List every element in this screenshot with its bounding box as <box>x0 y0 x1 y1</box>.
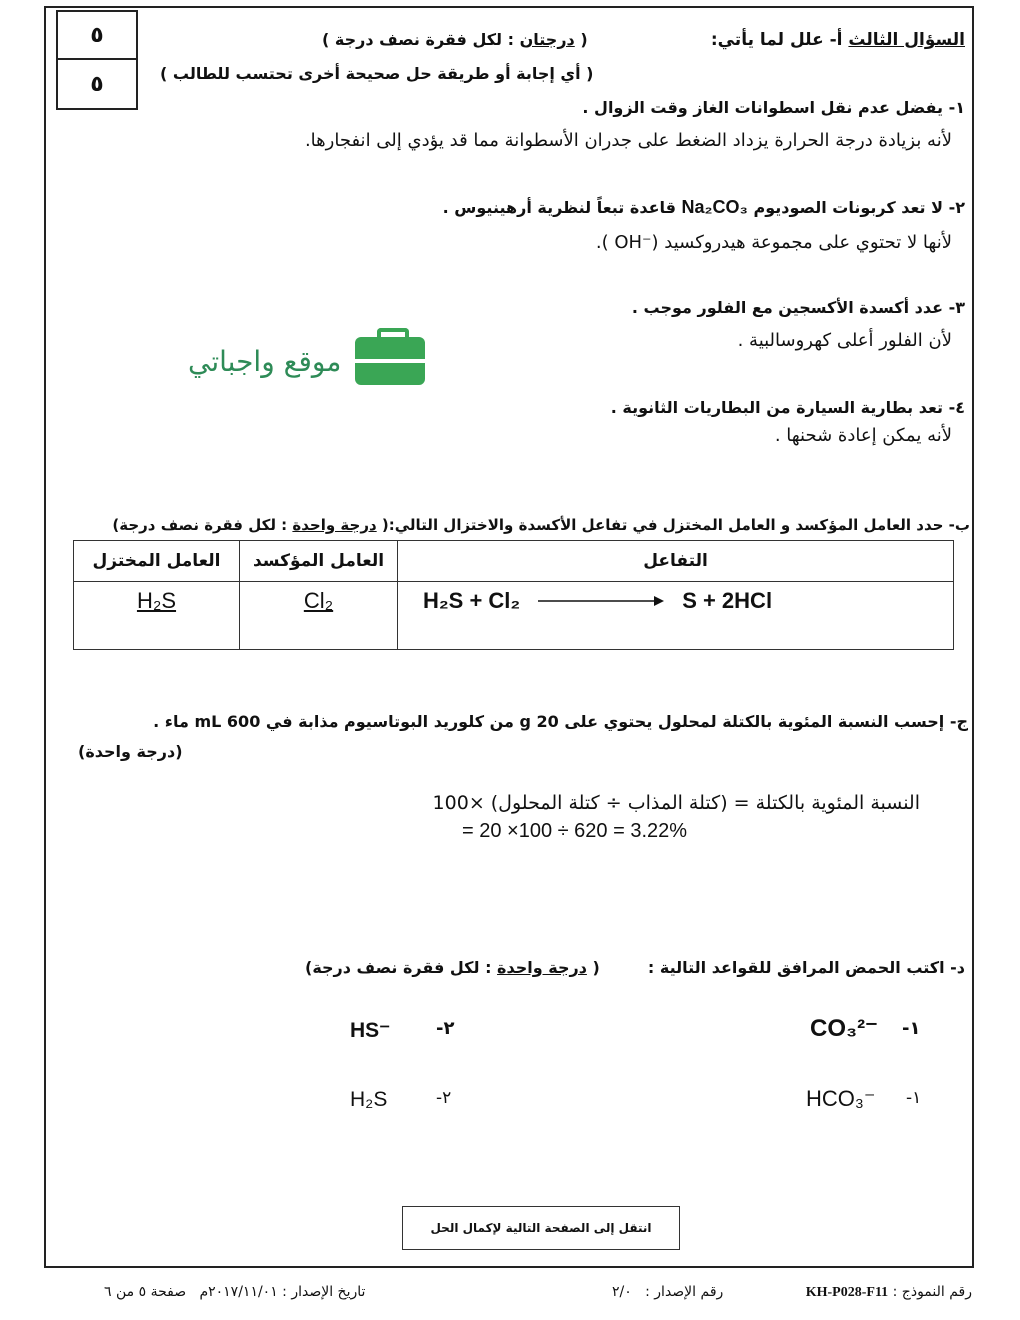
footer-form-label: رقم النموذج : <box>892 1284 972 1300</box>
briefcase-icon <box>355 337 425 385</box>
footer-page: صفحة ٥ من ٦ <box>104 1284 187 1300</box>
footer-version-value: ٢/٠ <box>612 1284 632 1300</box>
footer-date-value: ٢٠١٧/١١/٠١م <box>199 1284 278 1300</box>
footer-version-label: رقم الإصدار : <box>645 1284 724 1300</box>
part-d-answer-1: HCO₃⁻ <box>806 1086 876 1111</box>
part-d-base-2-number: -٢ <box>436 1018 455 1039</box>
part-c-prompt: ج- إحسب النسبة المئوية بالكتلة لمحلول يحتوي على 20 g من كلوريد البوتاسيوم مذابة في 600 mL ماء . <box>153 712 968 731</box>
part-d-marks <box>305 958 600 977</box>
part-d-base-1: CO₃²⁻ <box>810 1015 878 1042</box>
part-d-answer-2: H₂S <box>350 1088 388 1111</box>
item-4-answer: لأنه يمكن إعادة شحنها . <box>774 425 952 446</box>
table-header-row <box>74 541 954 582</box>
marks-note-underlined: درجتان <box>519 30 575 49</box>
header-oxidizing: العامل المؤكسد <box>240 541 398 582</box>
footer-date <box>104 1284 365 1300</box>
item-2-prefix: ٢- لا تعد كربونات الصوديوم <box>747 198 965 217</box>
part-b-prompt-text: ب- حدد العامل المؤكسد و العامل المختزل في تفاعل الأكسدة والاختزال التالي:( <box>376 516 970 534</box>
part-d-prompt: د- اكتب الحمض المرافق للقواعد التالية : <box>647 958 965 977</box>
cell-reaction <box>398 582 954 650</box>
header-reaction: التفاعل <box>398 541 954 582</box>
item-2-question <box>443 197 965 218</box>
item-2-answer: لأنها لا تحتوي على مجموعة هيدروكسيد (⁻OH ). <box>595 232 952 253</box>
grade-value-1: ٥ <box>90 22 104 48</box>
cell-reducing <box>74 582 240 650</box>
item-4-question: ٤- تعد بطارية السيارة من البطاريات الثانوية . <box>610 398 965 417</box>
footer-date-label: تاريخ الإصدار : <box>282 1284 366 1300</box>
item-3-answer: لأن الفلور أعلى كهروسالبية . <box>737 330 952 351</box>
part-b-prompt <box>112 516 970 534</box>
part-a-label: أ- علل لما يأتي: <box>710 30 843 50</box>
marks-note <box>322 30 588 49</box>
item-2-suffix: قاعدة تبعاً لنظرية أرهينيوس . <box>442 198 682 217</box>
part-c-line-2: = 20 ×100 ÷ 620 = 3.22% <box>462 820 688 842</box>
item-2-formula: Na₂CO₃ <box>681 197 748 217</box>
marks-note-open: ( <box>574 30 588 49</box>
alt-answer-note: ( أي إجابة أو طريقة حل صحيحة أخرى تحتسب للطالب ) <box>160 64 594 83</box>
part-b-marks-rest: : لكل فقرة نصف درجة) <box>112 516 293 534</box>
part-d-marks-rest: : لكل فقرة نصف درجة) <box>305 958 498 977</box>
part-d-marks-underlined: درجة واحدة <box>497 958 587 977</box>
footer-form <box>806 1284 972 1301</box>
redox-table <box>73 540 954 650</box>
item-1-question: ١- يفضل عدم نقل اسطوانات الغاز وقت الزوال . <box>582 98 965 117</box>
part-b-marks-underlined: درجة واحدة <box>292 516 377 534</box>
part-d-answer-2-number: -٢ <box>436 1088 452 1108</box>
reducing-agent: H₂S <box>136 588 177 613</box>
grade-value-2: ٥ <box>90 71 104 97</box>
item-3-question: ٣- عدد أكسدة الأكسجين مع الفلور موجب . <box>631 298 965 317</box>
reaction-products: S + 2HCl <box>682 588 773 613</box>
grade-box-1 <box>56 10 138 60</box>
footer-version <box>612 1284 723 1300</box>
item-1-answer: لأنه بزيادة درجة الحرارة يزداد الضغط على جدران الأسطوانة مما قد يؤدي إلى انفجارها. <box>304 130 952 151</box>
part-d-answer-1-number: -١ <box>906 1088 922 1108</box>
reaction-equation <box>399 588 952 614</box>
reaction-arrow-icon <box>538 595 664 607</box>
reaction-reactants: H₂S + Cl₂ <box>423 588 521 613</box>
marks-note-rest: : لكل فقرة نصف درجة ) <box>322 30 520 49</box>
watermark-logo <box>188 337 425 385</box>
part-d-base-1-number: -١ <box>902 1018 921 1039</box>
table-row <box>74 582 954 650</box>
part-d-marks-open: ( <box>586 958 600 977</box>
question-header <box>711 30 965 50</box>
footer-form-code: KH-P028-F11 <box>805 1285 889 1300</box>
watermark-text: موقع واجباتي <box>188 344 342 378</box>
grade-box-2 <box>56 58 138 110</box>
next-page-note: انتقل إلى الصفحة التالية لإكمال الحل <box>402 1206 680 1250</box>
cell-oxidizing <box>240 582 398 650</box>
header-reducing: العامل المختزل <box>74 541 240 582</box>
question-title: السؤال الثالث <box>848 30 965 50</box>
oxidizing-agent: Cl₂ <box>303 588 334 613</box>
part-d-base-2: HS⁻ <box>350 1019 391 1042</box>
part-c-marks: (درجة واحدة) <box>78 742 183 761</box>
part-c-line-1: النسبة المئوية بالكتلة = (كتلة المذاب ÷ كتلة المحلول) ×100 <box>432 792 920 814</box>
